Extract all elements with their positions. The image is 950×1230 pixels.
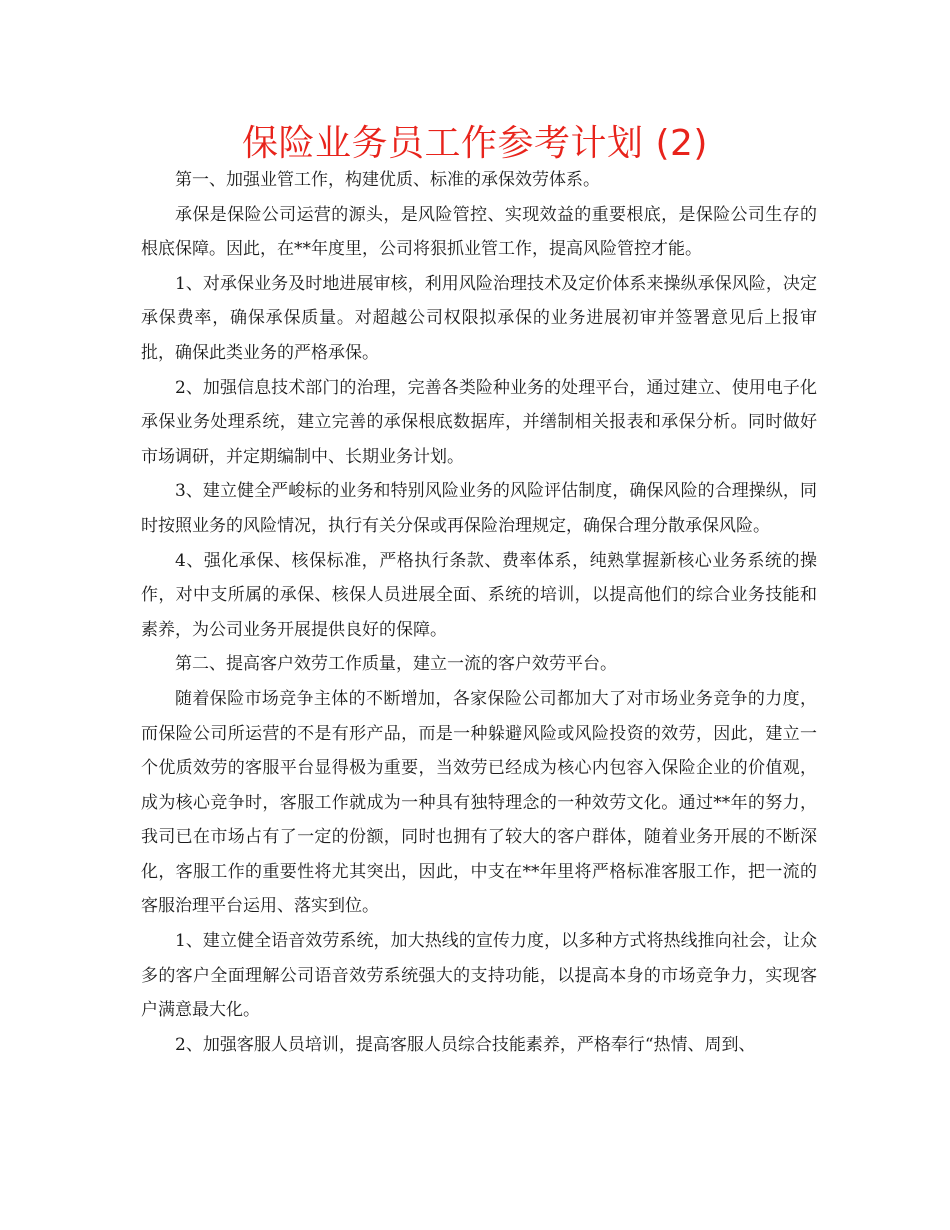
paragraph: 随着保险市场竞争主体的不断增加，各家保险公司都加大了对市场业务竞争的力度，而保险公司所运营的不是有形产品，而是一种躲避风险或风险投资的效劳，因此，建立一个优质效劳的客服平台显得极为重要，当效劳已经成为核心内包容入保险企业的价值观，成为核心竞争时，客服工作就成为一种具有独特理念的一种效劳文化。通过**年的努力，我司已在市场占有了一定的份额，同时也拥有了较大的客户群体，随着业务开展的不断深化，客服工作的重要性将尤其突出，因此，中支在**年里将严格标准客服工作，把一流的客服治理平台运用、落实到位。 — [141, 688, 817, 917]
paragraph: 4、强化承保、核保标准，严格执行条款、费率体系，纯熟掌握新核心业务系统的操作，对中支所属的承保、核保人员进展全面、系统的培训，以提高他们的综合业务技能和素养，为公司业务开展提供良好的保障。 — [141, 550, 817, 640]
paragraph-section-2-heading: 第二、提高客户效劳工作质量，建立一流的客户效劳平台。 — [175, 654, 617, 675]
paragraph: 1、建立健全语音效劳系统，加大热线的宣传力度，以多种方式将热线推向社会，让众多的客户全面理解公司语音效劳系统强大的支持功能，以提高本身的市场竞争力，实现客户满意最大化。 — [141, 931, 817, 1021]
paragraph-section-1-heading: 第一、加强业管工作，构建优质、标准的承保效劳体系。 — [175, 170, 600, 190]
paragraph: 1、对承保业务及时地进展审核，利用风险治理技术及定价体系来操纵承保风险，决定承保费率，确保承保质量。对超越公司权限拟承保的业务进展初审并签署意见后上报审批，确保此类业务的严格承保。 — [141, 273, 817, 363]
paragraph: 2、加强客服人员培训，提高客服人员综合技能素养，严格奉行“热情、周到、 — [175, 1034, 756, 1055]
document-title: 保险业务员工作参考计划 (2) — [242, 123, 708, 164]
paragraph: 2、加强信息技术部门的治理，完善各类险种业务的处理平台，通过建立、使用电子化承保业务处理系统，建立完善的承保根底数据库，并缮制相关报表和承保分析。同时做好市场调研，并定期编制中、长期业务计划。 — [141, 377, 817, 467]
document-body — [141, 163, 817, 1062]
paragraph: 承保是保险公司运营的源头，是风险管控、实现效益的重要根底，是保险公司生存的根底保障。因此，在**年度里，公司将狠抓业管工作，提高风险管控才能。 — [141, 204, 817, 260]
paragraph: 3、建立健全严峻标的业务和特别风险业务的风险评估制度，确保风险的合理操纵，同时按照业务的风险情况，执行有关分保或再保险治理规定，确保合理分散承保风险。 — [141, 481, 817, 536]
